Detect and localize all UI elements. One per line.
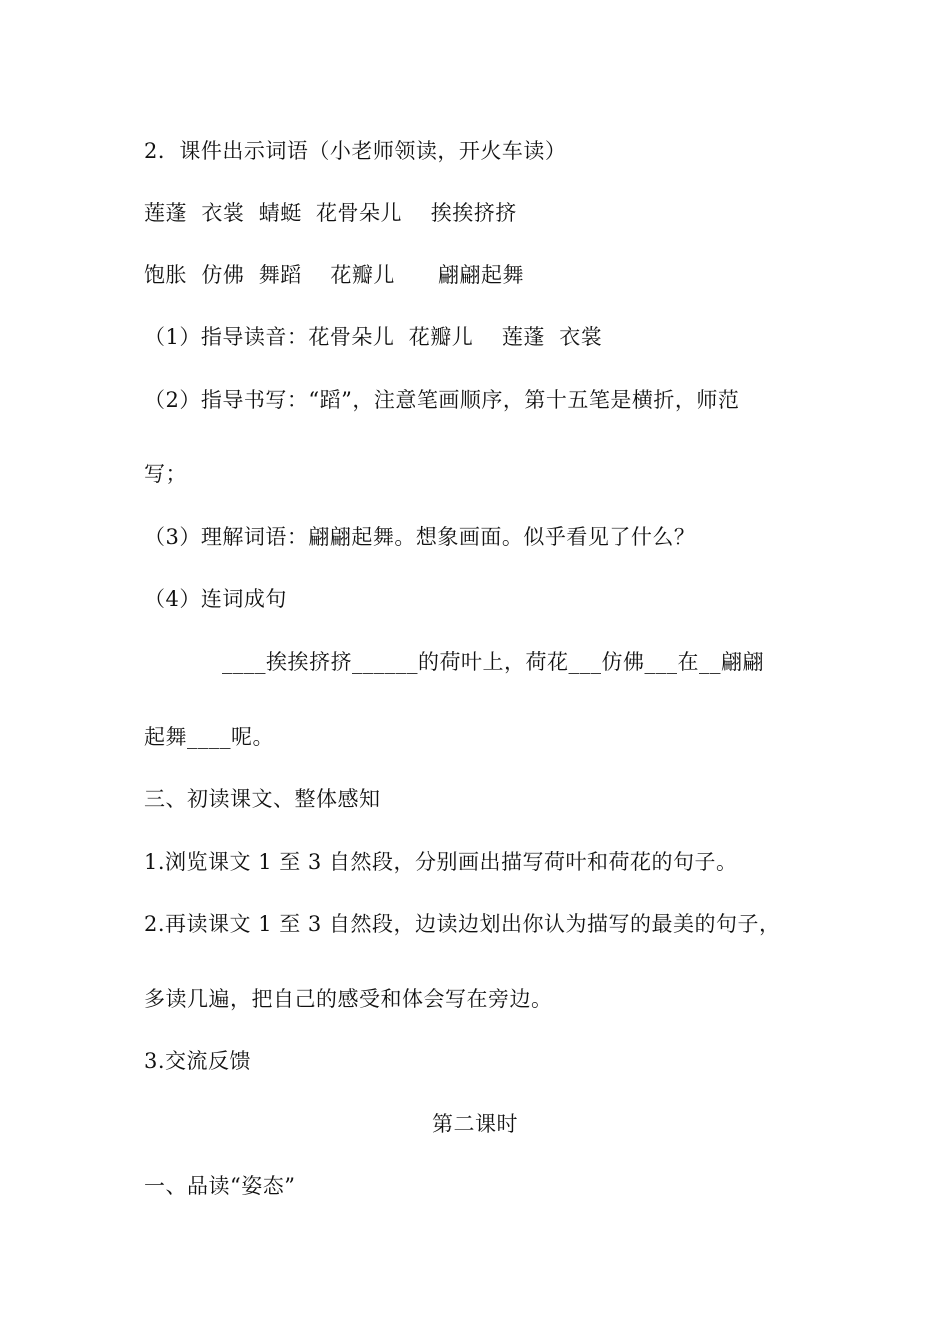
reading-task-3: 3.交流反馈 [144, 1049, 252, 1073]
pronunciation-guidance: （1）指导读音：花骨朵儿 花瓣儿 莲蓬 衣裳 [144, 325, 603, 349]
writing-guidance-continued: 写； [144, 462, 187, 486]
lesson-2-title: 第二课时 [432, 1112, 518, 1136]
reading-task-1: 1.浏览课文 1 至 3 自然段，分别画出描写荷叶和荷花的句子。 [144, 850, 738, 874]
word-understanding: （3）理解词语：翩翩起舞。想象画面。似乎看见了什么？ [144, 525, 696, 549]
writing-guidance: （2）指导书写：“蹈”，注意笔画顺序，第十五笔是横折，师范 [144, 388, 740, 412]
sentence-building-heading: （4）连词成句 [144, 587, 287, 611]
step-2-vocabulary-heading: 2．课件出示词语（小老师领读，开火车读） [144, 139, 567, 163]
reading-task-2-continued: 多读几遍，把自己的感受和体会写在旁边。 [144, 987, 553, 1011]
fill-in-sentence-continued: 起舞____呢。 [144, 725, 274, 749]
fill-in-sentence: ____挨挨挤挤______的荷叶上，荷花___仿佛___在__翩翩 [222, 650, 764, 674]
section-1-heading: 一、品读“姿态” [144, 1174, 296, 1198]
vocabulary-row-1: 莲蓬 衣裳 蜻蜓 花骨朵儿 挨挨挤挤 [144, 201, 517, 225]
reading-task-2: 2.再读课文 1 至 3 自然段，边读边划出你认为描写的最美的句子， [144, 912, 781, 936]
vocabulary-row-2: 饱胀 仿佛 舞蹈 花瓣儿 翩翩起舞 [144, 263, 524, 287]
section-3-heading: 三、初读课文、整体感知 [144, 787, 381, 811]
